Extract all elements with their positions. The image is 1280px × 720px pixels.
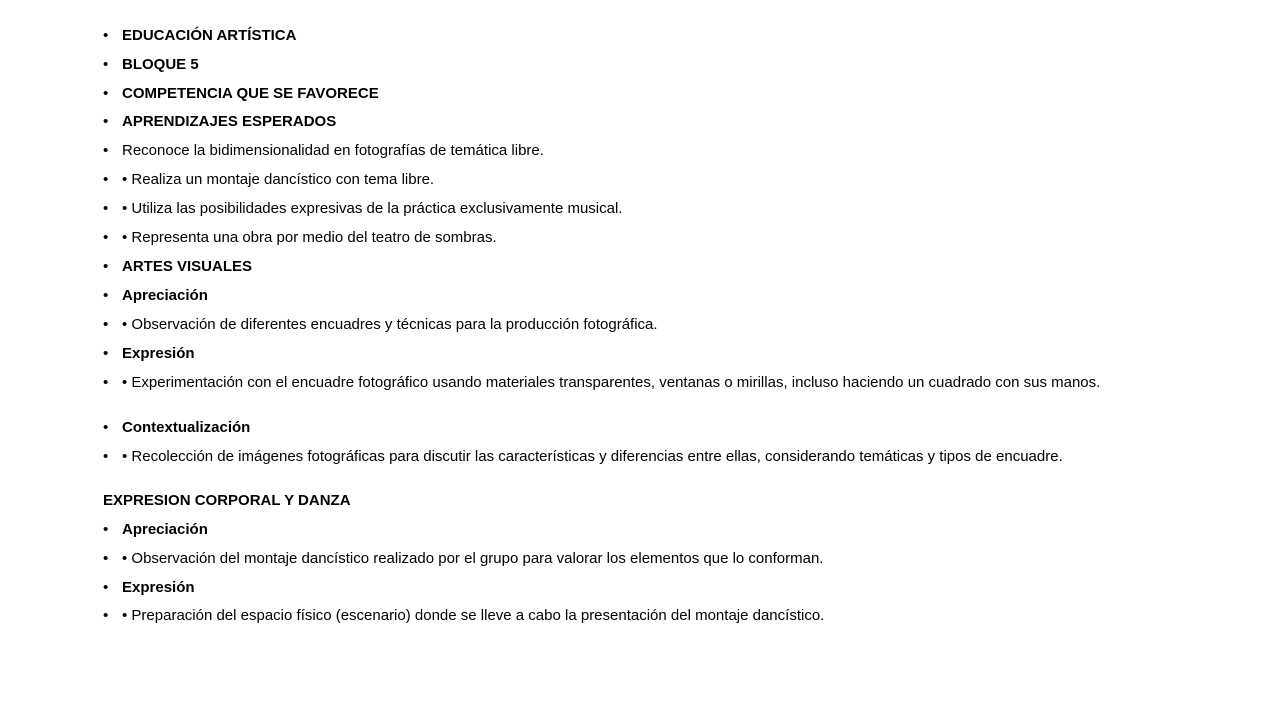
bullet-marker: •	[103, 521, 109, 538]
bullet-marker: •	[103, 345, 109, 362]
list-item-text: Expresión	[122, 579, 195, 596]
bullet-marker: •	[103, 579, 109, 596]
list-item-text: • Experimentación con el encuadre fotográfico usando materiales transparentes, ventanas o mirillas, incluso haciendo un cuadrado con sus manos.	[122, 374, 1101, 391]
list-item-text: • Realiza un montaje dancístico con tema libre.	[122, 171, 435, 188]
list-item-text: • Preparación del espacio físico (escenario) donde se lleve a cabo la presentación del montaje dancístico.	[122, 607, 825, 624]
list-item	[103, 172, 1183, 188]
list-item	[103, 420, 1183, 436]
list-item-text: • Recolección de imágenes fotográficas para discutir las características y diferencias entre ellas, considerando temáticas y tipos de encuadre.	[122, 448, 1063, 465]
list-item-text: EDUCACIÓN ARTÍSTICA	[122, 27, 297, 44]
list-item	[103, 288, 1183, 304]
list-item	[103, 114, 1183, 130]
bullet-marker: •	[103, 550, 109, 567]
list-item-text: BLOQUE 5	[122, 56, 199, 73]
bullet-marker: •	[103, 113, 109, 130]
list-item	[103, 346, 1183, 362]
bullet-marker: •	[103, 607, 109, 624]
list-item-text: Reconoce la bidimensionalidad en fotografías de temática libre.	[122, 142, 544, 159]
list-item-text: • Representa una obra por medio del teatro de sombras.	[122, 229, 497, 246]
bullet-marker: •	[103, 171, 109, 188]
list-item-text: Expresión	[122, 345, 195, 362]
list-item-text: ARTES VISUALES	[122, 258, 253, 275]
list-item-text: Apreciación	[122, 521, 208, 538]
list-item	[103, 86, 1183, 102]
bullet-marker: •	[103, 142, 109, 159]
bullet-marker: •	[103, 56, 109, 73]
bullet-marker: •	[103, 27, 109, 44]
list-item	[103, 259, 1183, 275]
bullet-marker: •	[103, 448, 109, 465]
bullet-marker: •	[103, 85, 109, 102]
list-item-text: APRENDIZAJES ESPERADOS	[122, 113, 337, 130]
list-item	[103, 28, 1183, 44]
list-item	[103, 143, 1183, 159]
bullet-marker: •	[103, 258, 109, 275]
bullet-marker: •	[103, 316, 109, 333]
list-item	[103, 317, 1183, 333]
section-heading	[103, 493, 1183, 509]
list-item-text: Apreciación	[122, 287, 208, 304]
list-item	[103, 375, 1183, 391]
bullet-marker: •	[103, 229, 109, 246]
list-item-text: • Observación de diferentes encuadres y técnicas para la producción fotográfica.	[122, 316, 658, 333]
list-item-text: COMPETENCIA QUE SE FAVORECE	[122, 85, 379, 102]
list-item-text: Contextualización	[122, 419, 251, 436]
list-item	[103, 449, 1183, 465]
bullet-marker: •	[103, 200, 109, 217]
list-item-text: • Utiliza las posibilidades expresivas de la práctica exclusivamente musical.	[122, 200, 623, 217]
list-item	[103, 522, 1183, 538]
list-item-text: • Observación del montaje dancístico realizado por el grupo para valorar los elementos que lo conforman.	[122, 550, 824, 567]
bullet-marker: •	[103, 374, 109, 391]
bullet-marker: •	[103, 419, 109, 436]
list-item	[103, 580, 1183, 596]
list-item	[103, 57, 1183, 73]
list-item	[103, 230, 1183, 246]
bullet-marker: •	[103, 287, 109, 304]
list-item	[103, 201, 1183, 217]
list-item	[103, 551, 1183, 567]
list-item	[103, 608, 1183, 624]
section-heading-text: EXPRESION CORPORAL Y DANZA	[103, 492, 351, 509]
